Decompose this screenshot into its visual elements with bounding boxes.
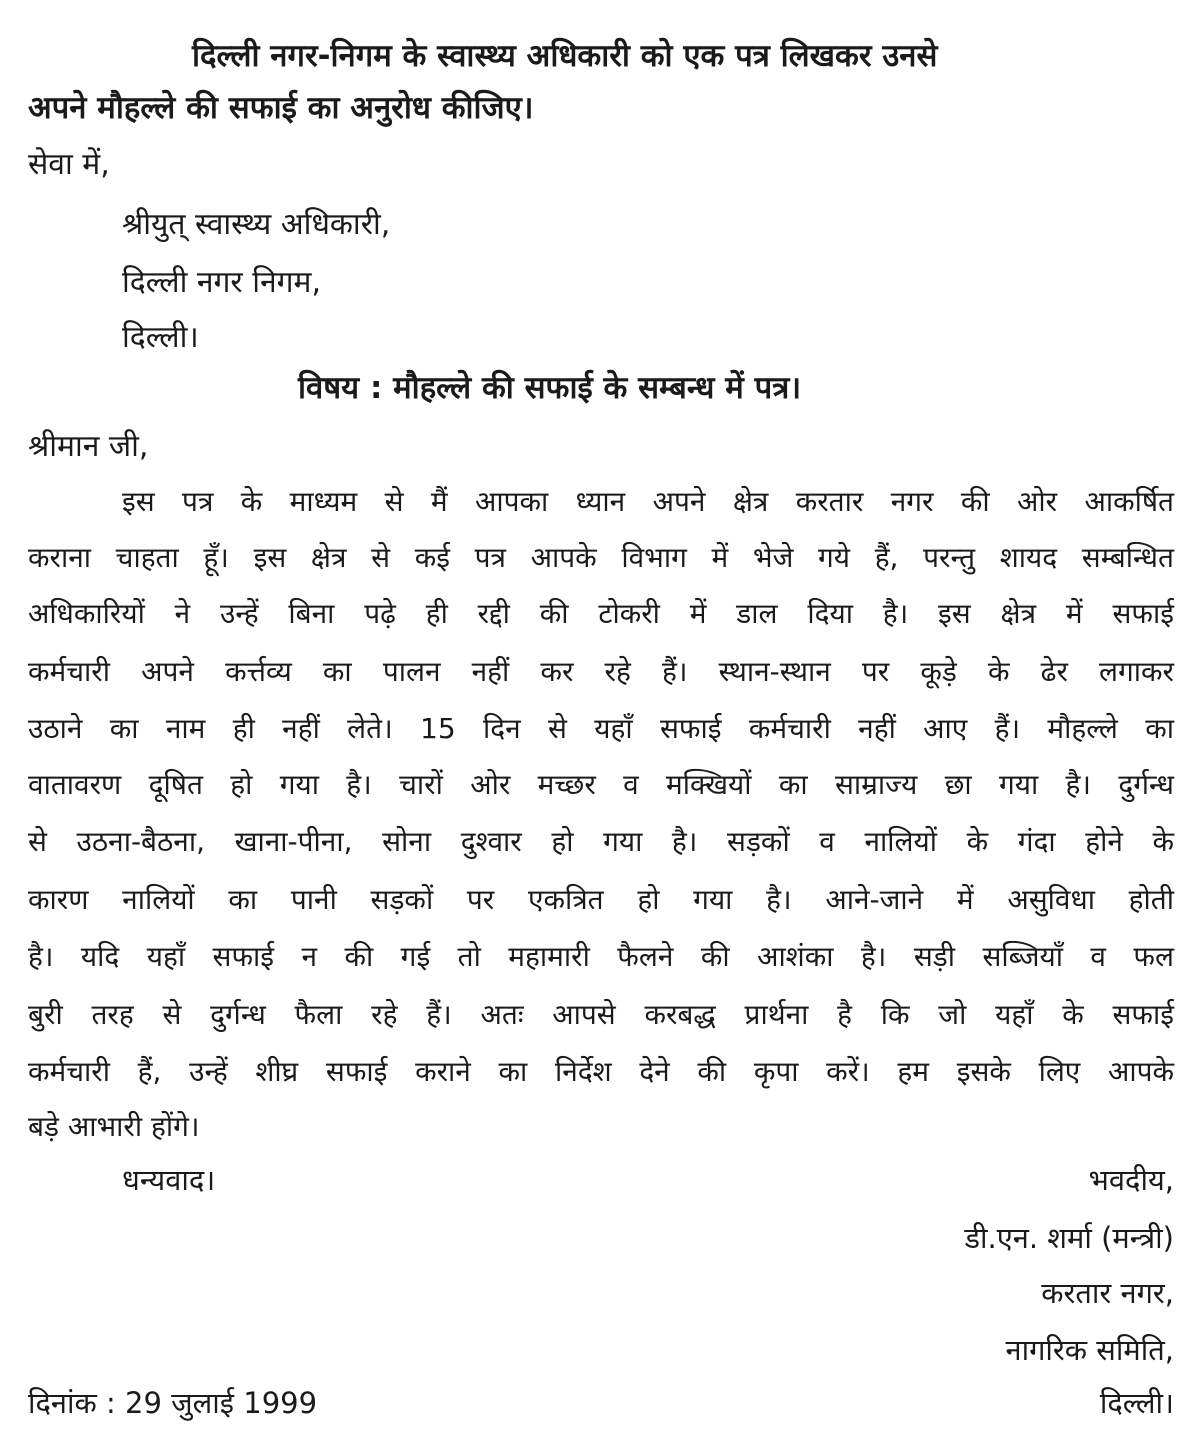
closing-line-4: नागरिक समिति, [1005, 1333, 1174, 1367]
body-line-12: बड़े आभारी होंगे। [28, 1110, 200, 1143]
body-line-9: है। यदि यहाँ सफाई न की गई तो महामारी फैलने की आशंका है। सड़ी सब्जियाँ व फल [28, 940, 1174, 973]
closing-line-5: दिल्ली। [1099, 1386, 1174, 1420]
body-line-3: अधिकारियों ने उन्हें बिना पढ़े ही रद्दी की टोकरी में डाल दिया है। इस क्षेत्र में सफाई [28, 597, 1174, 630]
thanks: धन्यवाद। [122, 1163, 216, 1197]
recipient-line-3: दिल्ली। [122, 320, 199, 355]
question-line-1: दिल्ली नगर-निगम के स्वास्थ्य अधिकारी को एक पत्र लिखकर उनसे [192, 38, 938, 74]
body-line-2: कराना चाहता हूँ। इस क्षेत्र से कई पत्र आपके विभाग में भेजे गये हैं, परन्तु शायद सम्बन्धित [28, 541, 1174, 574]
recipient-line-2: दिल्ली नगर निगम, [122, 265, 322, 300]
closing-line-2: डी.एन. शर्मा (मन्त्री) [964, 1221, 1174, 1255]
body-line-7: से उठना-बैठना, खाना-पीना, सोना दुश्वार हो गया है। सड़कों व नालियों के गंदा होने के [28, 825, 1174, 858]
recipient-line-1: श्रीयुत् स्वास्थ्य अधिकारी, [122, 207, 391, 242]
body-line-6: वातावरण दूषित हो गया है। चारों ओर मच्छर व मक्खियों का साम्राज्य छा गया है। दुर्गन्ध [28, 768, 1174, 801]
subject-line: विषय : मौहल्ले की सफाई के सम्बन्ध में पत्र। [298, 370, 802, 406]
body-line-11: कर्मचारी हैं, उन्हें शीघ्र सफाई कराने का निर्देश देने की कृपा करें। हम इसके लिए आपके [28, 1055, 1174, 1088]
body-line-8: कारण नालियों का पानी सड़कों पर एकत्रित हो गया है। आने-जाने में असुविधा होती [28, 883, 1174, 916]
salutation: सेवा में, [28, 147, 110, 182]
question-line-2: अपने मौहल्ले की सफाई का अनुरोध कीजिए। [28, 90, 534, 126]
closing-line-1: भवदीय, [1088, 1163, 1174, 1197]
body-line-10: बुरी तरह से दुर्गन्ध फैला रहे हैं। अतः आपसे करबद्ध प्रार्थना है कि जो यहाँ के सफाई [28, 998, 1174, 1031]
body-line-5: उठाने का नाम ही नहीं लेते। 15 दिन से यहाँ सफाई कर्मचारी नहीं आए हैं। मौहल्ले का [28, 712, 1174, 745]
body-line-1: इस पत्र के माध्यम से मैं आपका ध्यान अपने क्षेत्र करतार नगर की ओर आकर्षित [122, 485, 1174, 518]
greeting: श्रीमान जी, [28, 429, 149, 464]
date-line: दिनांक : 29 जुलाई 1999 [28, 1386, 318, 1420]
body-line-4: कर्मचारी अपने कर्त्तव्य का पालन नहीं कर रहे हैं। स्थान-स्थान पर कूड़े के ढेर लगाकर [28, 655, 1174, 688]
closing-line-3: करतार नगर, [1041, 1276, 1174, 1310]
